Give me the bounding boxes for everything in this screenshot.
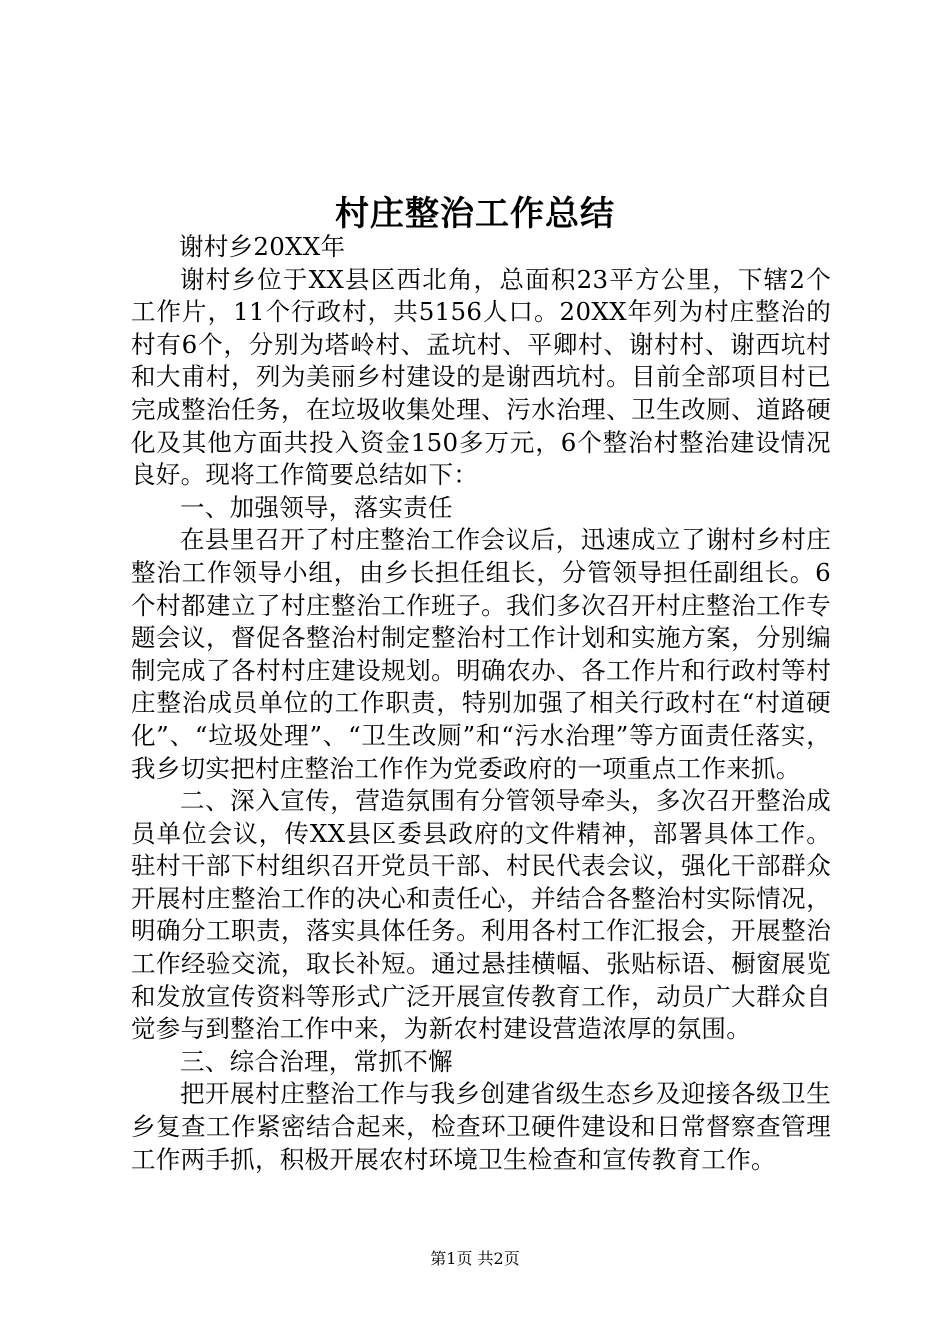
paragraph-section-2: 二、深入宣传，营造氛围有分管领导牵头，多次召开整治成员单位会议，传XX县区委县政府的文件精神，部署具体工作。驻村干部下村组织召开党员干部、村民代表会议，强化干部群众开展村庄整治工作的决心和责任心，并结合各整治村实际情况，明确分工职责，落实具体任务。利用各村工作汇报会，开展整治工作经验交流，取长补短。通过悬挂横幅、张贴标语、橱窗展览和发放宣传资料等形式广泛开展宣传教育工作，动员广大群众自觉参与到整治工作中来，为新农村建设营造浓厚的氛围。 [131,786,831,1044]
author-line: 谢村乡20XX年 [179,232,346,261]
paragraph-section-1: 在县里召开了村庄整治工作会议后，迅速成立了谢村乡村庄整治工作领导小组，由乡长担任组长，分管领导担任副组长。6个村都建立了村庄整治工作班子。我们多次召开村庄整治工作专题会议，督促各整治村制定整治村工作计划和实施方案，分别编制完成了各村村庄建设规划。明确农办、各工作片和行政村等村庄整治成员单位的工作职责，特别加强了相关行政村在“村道硬化”、“垃圾处理”、“卫生改厕”和“污水治理”等方面责任落实，我乡切实把村庄整治工作作为党委政府的一项重点工作来抓。 [131,525,831,783]
section-heading-1: 一、加强领导，落实责任 [180,492,453,522]
document-title: 村庄整治工作总结 [335,194,615,234]
document-body [131,231,831,1176]
paragraph-intro: 谢村乡位于XX县区西北角，总面积23平方公里，下辖2个工作片，11个行政村，共5156人口。20XX年列为村庄整治的村有6个，分别为塔岭村、孟坑村、平卿村、谢村村、谢西坑村和大甫村，列为美丽乡村建设的是谢西坑村。目前全部项目村已完成整治任务，在垃圾收集处理、污水治理、卫生改厕、道路硬化及其他方面共投入资金150多万元，6个整治村整治建设情况良好。现将工作简要总结如下： [131,264,832,490]
page-footer: 第1页 共2页 [430,1249,520,1268]
section-heading-3: 三、综合治理，常抓不懈 [180,1046,453,1076]
paragraph-section-3: 把开展村庄整治工作与我乡创建省级生态乡及迎接各级卫生乡复查工作紧密结合起来，检查环卫硬件建设和日常督察查管理工作两手抓，积极开展农村环境卫生检查和宣传教育工作。 [131,1079,831,1174]
